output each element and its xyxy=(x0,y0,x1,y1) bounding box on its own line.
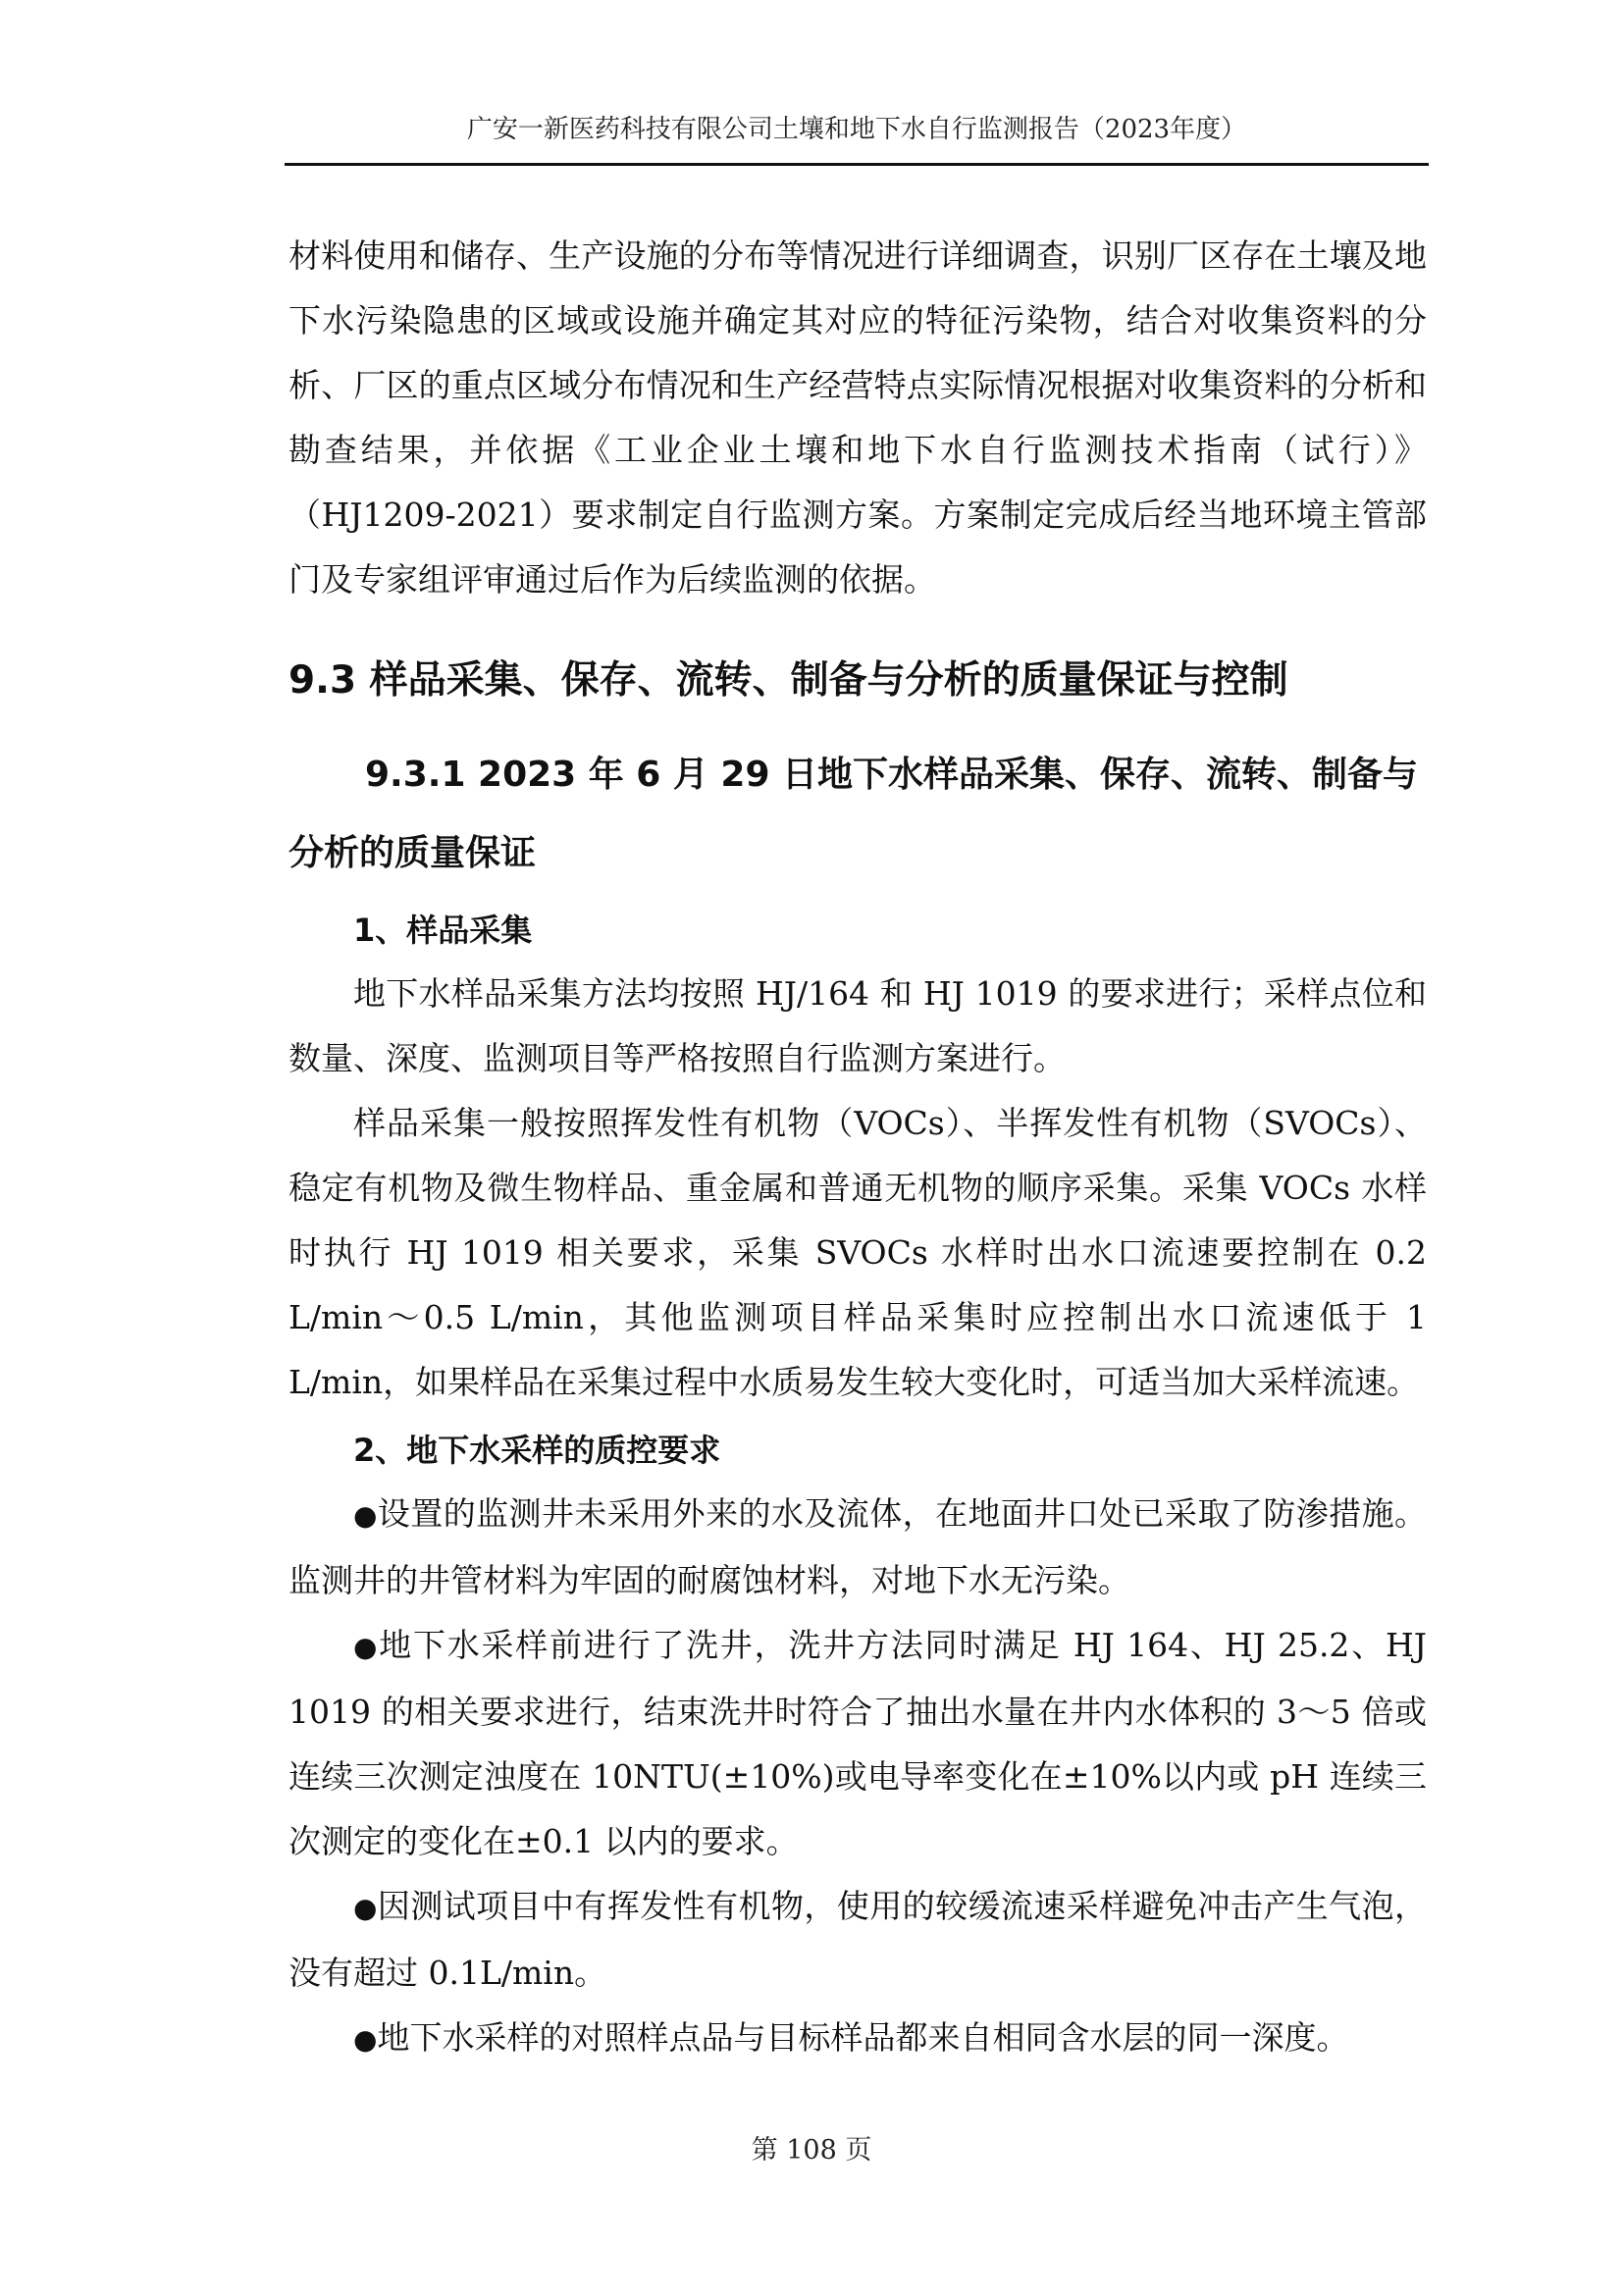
page-body xyxy=(288,224,1427,2072)
bullet-icon: ● xyxy=(353,2023,378,2056)
sample-collection-paragraph-1: 地下水样品采集方法均按照 HJ/164 和 HJ 1019 的要求进行；采样点位和数量、深度、监测项目等严格按照自行监测方案进行。 xyxy=(288,974,1427,1077)
header-divider xyxy=(285,163,1429,166)
section-heading-9-3-1: 9.3.1 2023 年 6 月 29 日地下水样品采集、保存、流转、制备与分析的质量保证 xyxy=(288,755,1419,873)
qc-bullet-item xyxy=(288,1613,1427,1874)
qc-bullet-item xyxy=(288,2006,1427,2072)
qc-bullet-text: 地下水采样前进行了洗井，洗井方法同时满足 HJ 164、HJ 25.2、HJ 1019 的相关要求进行，结束洗井时符合了抽出水量在井内水体积的 3～5 倍或连续三次测定浊度在 10NTU(±10%)或电导率变化在±10%以内或 pH 连续三次测定的变化在±0.1 以内的要求。 xyxy=(288,1626,1427,1860)
qc-bullet-item xyxy=(288,1874,1427,2006)
section-heading-9-3: 9.3 样品采集、保存、流转、制备与分析的质量保证与控制 xyxy=(288,658,1288,703)
subheading-qc-requirements: 2、地下水采样的质控要求 xyxy=(353,1432,721,1469)
qc-bullet-text: 设置的监测井未采用外来的水及流体，在地面井口处已采取了防渗措施。监测井的井管材料为牢固的耐腐蚀材料，对地下水无污染。 xyxy=(288,1494,1427,1599)
sample-collection-paragraph-2: 样品采集一般按照挥发性有机物（VOCs）、半挥发性有机物（SVOCs）、稳定有机物及微生物样品、重金属和普通无机物的顺序采集。采集 VOCs 水样时执行 HJ 1019 相关要求，采集 SVOCs 水样时出水口流速要控制在 0.2 L/min～0.5 L/min，其他监测项目样品采集时应控制出水口流速低于 1 L/min，如果样品在采集过程中水质易发生较大变化时，可适当加大采样流速。 xyxy=(288,1104,1427,1401)
page-header: 广安一新医药科技有限公司土壤和地下水自行监测报告（2023年度） xyxy=(466,115,1247,144)
page-number: 第 108 页 xyxy=(751,2135,872,2166)
subheading-sample-collection: 1、样品采集 xyxy=(353,912,533,949)
qc-bullet-item xyxy=(288,1482,1427,1613)
bullet-icon: ● xyxy=(353,1631,380,1663)
bullet-icon: ● xyxy=(353,1499,378,1532)
qc-bullet-text: 地下水采样的对照样点品与目标样品都来自相同含水层的同一深度。 xyxy=(377,2018,1349,2057)
bullet-icon: ● xyxy=(353,1892,378,1924)
intro-paragraph: 材料使用和储存、生产设施的分布等情况进行详细调查，识别厂区存在土壤及地下水污染隐患的区域或设施并确定其对应的特征污染物，结合对收集资料的分析、厂区的重点区域分布情况和生产经营特点实际情况根据对收集资料的分析和勘查结果，并依据《工业企业土壤和地下水自行监测技术指南（试行）》（HJ1209-2021）要求制定自行监测方案。方案制定完成后经当地环境主管部门及专家组评审通过后作为后续监测的依据。 xyxy=(288,236,1427,599)
qc-bullet-text: 因测试项目中有挥发性有机物，使用的较缓流速采样避免冲击产生气泡，没有超过 0.1L/min。 xyxy=(288,1887,1427,1992)
